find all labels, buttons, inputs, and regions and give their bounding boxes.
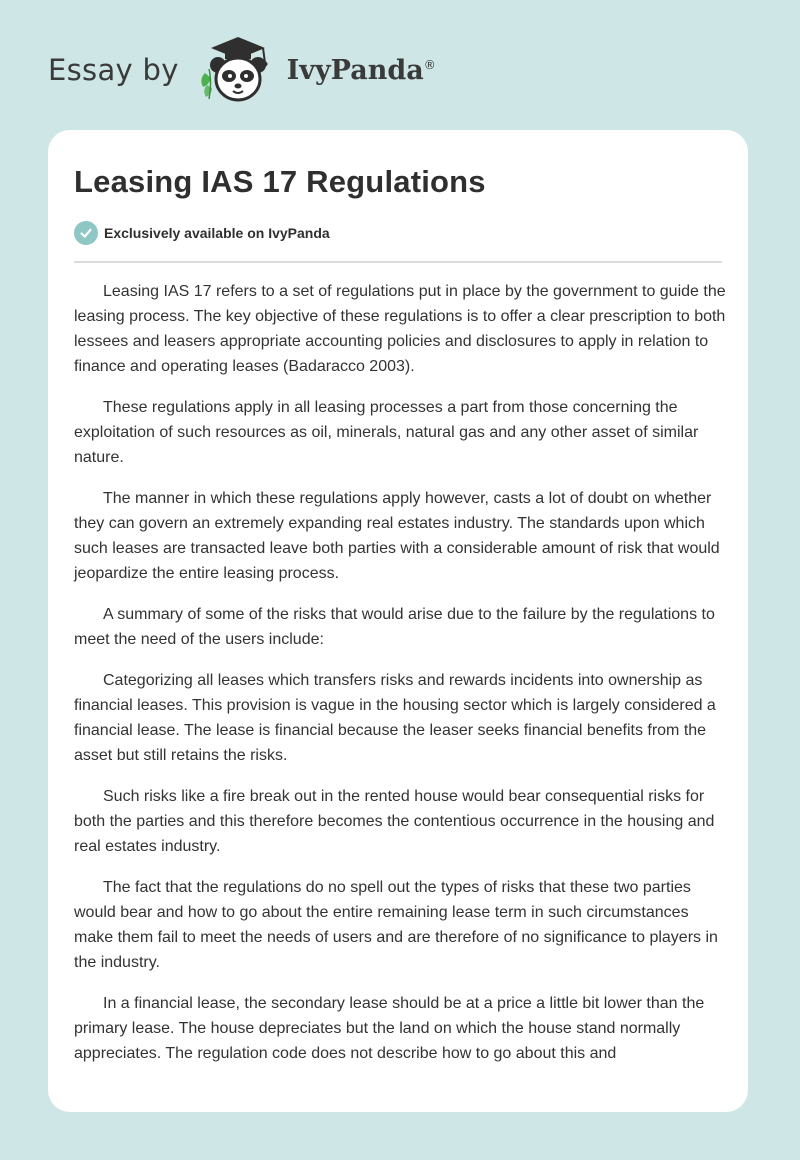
exclusive-badge: [74, 221, 330, 245]
panda-graduate-icon: [193, 33, 283, 107]
article-body: [74, 279, 726, 1082]
paragraph: The fact that the regulations do no spell out the types of risks that these two parties would bear and how to go about the entire remaining lease term in such circumstances make them fail to meet the needs of users and are therefore of no significance to players in the industry.: [74, 879, 718, 971]
paragraph: A summary of some of the risks that would arise due to the failure by the regulations to meet the need of the users include:: [74, 606, 715, 648]
site-header: [48, 34, 436, 106]
essay-by-label: Essay by: [48, 53, 179, 87]
brand-name: IvyPanda®: [286, 54, 436, 86]
check-circle-icon: [74, 221, 98, 245]
divider: [74, 261, 722, 263]
paragraph: Such risks like a fire break out in the rented house would bear consequential risks for both the parties and this therefore becomes the contentious occurrence in the housing and real estates industry.: [74, 788, 715, 855]
essay-card: [48, 130, 748, 1112]
paragraph: In a financial lease, the secondary lease should be at a price a little bit lower than the primary lease. The house depreciates but the land on which the house stand normally appreciates. The regulation code does not describe how to go about this and: [74, 995, 705, 1062]
paragraph: These regulations apply in all leasing processes a part from those concerning the exploitation of such resources as oil, minerals, natural gas and any other asset of similar nature.: [74, 399, 699, 466]
paragraph: The manner in which these regulations apply however, casts a lot of doubt on whether they can govern an extremely expanding real estates industry. The standards upon which such leases are transacted leave both parties with a considerable amount of risk that would jeopardize the entire leasing process.: [74, 490, 720, 582]
badge-label: Exclusively available on IvyPanda: [104, 225, 330, 241]
page-title: Leasing IAS 17 Regulations: [74, 164, 486, 199]
paragraph: Leasing IAS 17 refers to a set of regulations put in place by the government to guide the leasing process. The key objective of these regulations is to offer a clear prescription to both lessees and leasers appropriate accounting policies and disclosures to apply in relation to finance and operating leases (Badaracco 2003).: [74, 283, 726, 375]
paragraph: Categorizing all leases which transfers risks and rewards incidents into ownership as financial leases. This provision is vague in the housing sector which is largely considered a financial lease. The lease is financial because the leaser seeks financial benefits from the asset but still retains the risks.: [74, 672, 716, 764]
